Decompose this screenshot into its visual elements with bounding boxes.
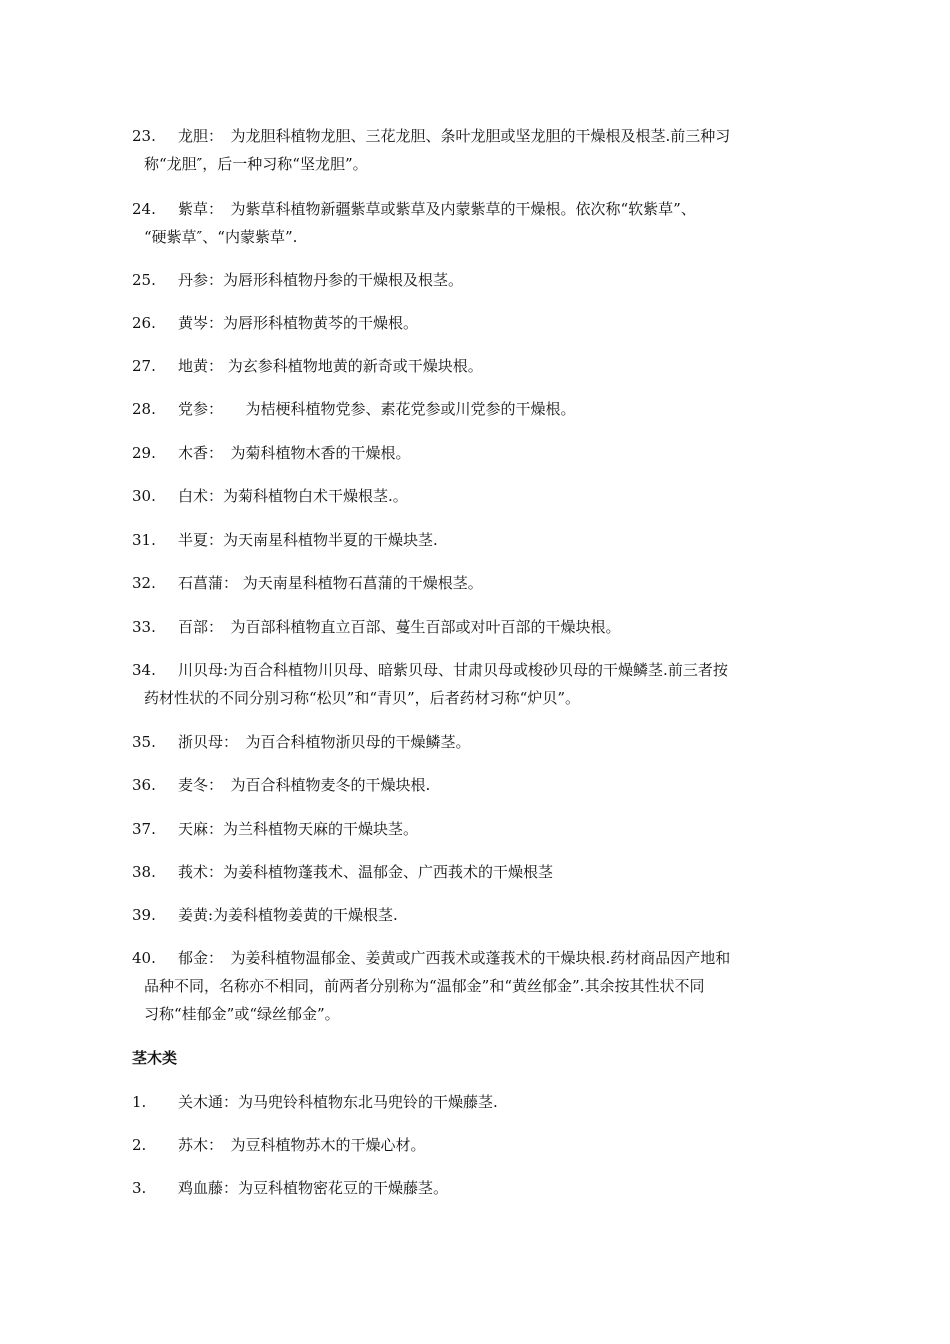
list-item-37: 37. 天麻：为兰科植物天麻的干燥块茎。: [132, 820, 419, 838]
list-item-32: 32. 石菖蒲： 为天南星科植物石菖蒲的干燥根茎。: [132, 574, 483, 592]
list-item-28: 28. 党参： 为桔梗科植物党参、素花党参或川党参的干燥根。: [132, 400, 576, 418]
list-item-29: 29. 木香： 为菊科植物木香的干燥根。: [132, 444, 411, 462]
list-item-31: 31. 半夏：为天南星科植物半夏的干燥块茎.: [132, 531, 438, 549]
list-item-27: 27. 地黄： 为玄参科植物地黄的新奇或干燥块根。: [132, 357, 483, 375]
list-item-23: 23. 龙胆： 为龙胆科植物龙胆、三花龙胆、条叶龙胆或坚龙胆的干燥根及根茎.前三种习 称“龙胆″，后一种习称“坚龙胆”。: [132, 127, 731, 173]
list-item-25: 25. 丹参：为唇形科植物丹参的干燥根及根茎。: [132, 271, 464, 289]
list-item-38: 38. 莪术：为姜科植物蓬莪术、温郁金、广西莪术的干燥根茎: [132, 863, 554, 881]
list-item-1: 1. 关木通：为马兜铃科植物东北马兜铃的干燥藤茎.: [132, 1093, 498, 1111]
list-item-24: 24. 紫草： 为紫草科植物新疆紫草或紫草及内蒙紫草的干燥根。依次称“软紫草”、 “硬紫草″、“内蒙紫草”.: [132, 200, 696, 246]
list-item-2: 2. 苏木： 为豆科植物苏木的干燥心材。: [132, 1136, 426, 1154]
list-item-40: 40. 郁金： 为姜科植物温郁金、姜黄或广西莪术或蓬莪术的干燥块根.药材商品因产地和 品种不同，名称亦不相同，前两者分别称为“温郁金”和“黄丝郁金”.其余按其性状不同 习称“桂郁金”或“绿丝郁金”。: [132, 949, 731, 1023]
list-item-30: 30. 白术：为菊科植物白术干燥根茎.。: [132, 487, 408, 505]
list-item-34: 34. 川贝母:为百合科植物川贝母、暗紫贝母、甘肃贝母或梭砂贝母的干燥鳞茎.前三者按 药材性状的不同分别习称“松贝”和“青贝”，后者药材习称“炉贝”。: [132, 661, 728, 707]
list-item-35: 35. 浙贝母： 为百合科植物浙贝母的干燥鳞茎。: [132, 733, 471, 751]
list-item-26: 26. 黄岑：为唇形科植物黄芩的干燥根。: [132, 314, 419, 332]
list-item-39: 39. 姜黄:为姜科植物姜黄的干燥根茎.: [132, 906, 398, 924]
section-heading: 茎木类: [132, 1049, 178, 1067]
list-item-36: 36. 麦冬： 为百合科植物麦冬的干燥块根.: [132, 776, 431, 794]
list-item-3: 3. 鸡血藤：为豆科植物密花豆的干燥藤茎。: [132, 1179, 449, 1197]
list-item-33: 33. 百部： 为百部科植物直立百部、蔓生百部或对叶百部的干燥块根。: [132, 618, 621, 636]
